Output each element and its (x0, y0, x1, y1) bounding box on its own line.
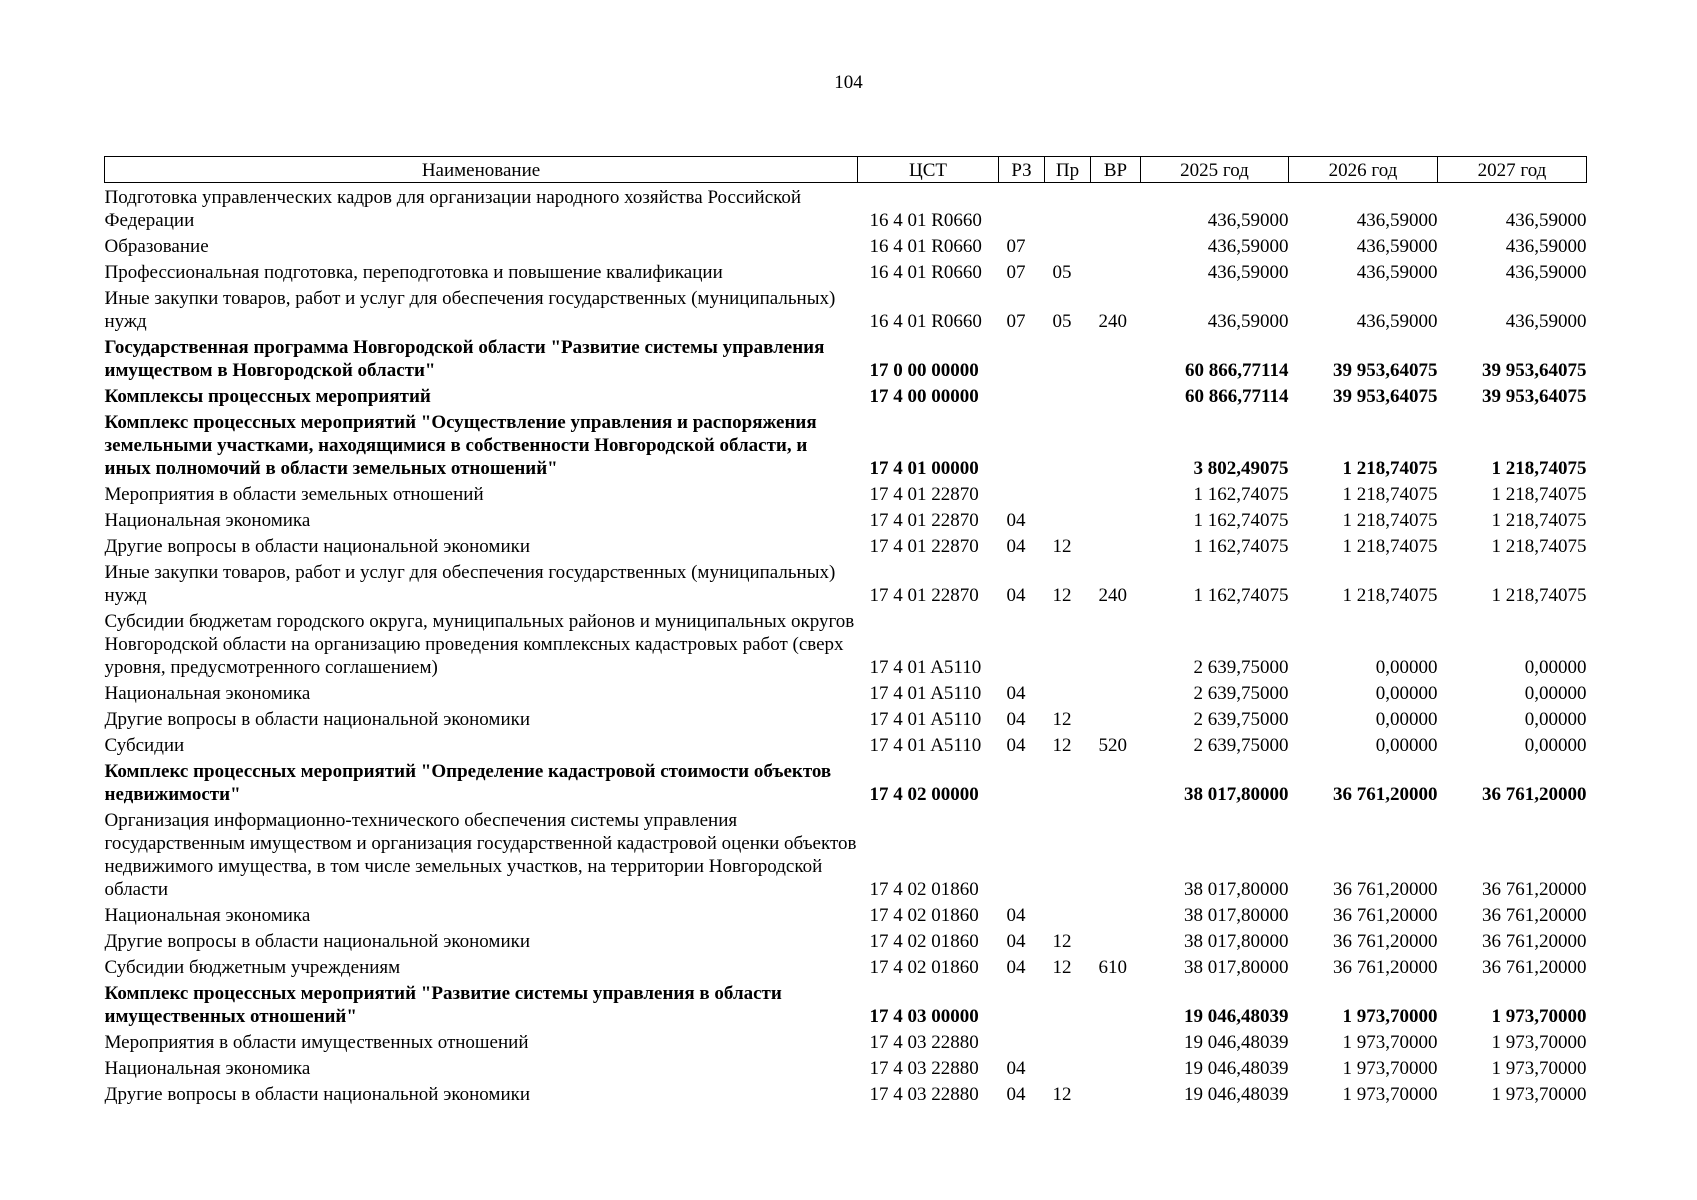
cell-rz: 04 (1006, 510, 1026, 531)
cell-name: Мероприятия в области имущественных отношений (104, 1032, 529, 1053)
page-number: 104 (834, 72, 863, 93)
cell-vr (1091, 757, 1141, 806)
cell-2025: 38 017,80000 (1184, 931, 1289, 952)
cell-cst: 16 4 01 R0660 (869, 236, 982, 257)
cell-vr: 240 (1098, 585, 1127, 606)
cell-2027: 1 218,74075 (1491, 458, 1587, 479)
cell-2027: 0,00000 (1524, 735, 1587, 756)
cell-2026: 1 218,74075 (1342, 458, 1438, 479)
cell-2025: 3 802,49075 (1193, 458, 1289, 479)
budget-table (104, 156, 1587, 1106)
cell-name: Национальная экономика (104, 683, 311, 704)
cell-cst: 16 4 01 R0660 (869, 262, 982, 283)
cell-vr (1091, 333, 1141, 382)
cell-2027: 1 973,70000 (1491, 1084, 1587, 1105)
cell-pr (1045, 757, 1091, 806)
cell-vr (1091, 532, 1141, 558)
cell-vr (1091, 705, 1141, 731)
cell-name: Профессиональная подготовка, переподготовка и повышение квалификации (104, 262, 723, 283)
cell-2026: 36 761,20000 (1333, 931, 1438, 952)
header-row (105, 157, 1587, 183)
cell-2025: 436,59000 (1207, 236, 1289, 257)
cell-2026: 39 953,64075 (1333, 360, 1438, 381)
cell-vr: 240 (1098, 311, 1127, 332)
table-row (105, 532, 1587, 558)
table-row (105, 927, 1587, 953)
cell-2025: 19 046,48039 (1184, 1058, 1289, 1079)
cell-rz: 04 (1006, 1084, 1026, 1105)
cell-vr: 610 (1098, 957, 1127, 978)
cell-cst: 17 4 01 00000 (869, 458, 979, 479)
table-row (105, 901, 1587, 927)
cell-cst: 17 4 03 22880 (869, 1058, 979, 1079)
cell-cst: 17 4 01 A5110 (869, 683, 982, 704)
cell-rz: 04 (1006, 931, 1026, 952)
cell-rz (999, 757, 1045, 806)
cell-vr (1091, 979, 1141, 1028)
cell-vr (1091, 901, 1141, 927)
cell-vr (1091, 382, 1141, 408)
cell-name: Мероприятия в области земельных отношений (104, 484, 484, 505)
table-row (105, 382, 1587, 408)
cell-cst: 17 0 00 00000 (869, 360, 979, 381)
cell-2027: 436,59000 (1505, 236, 1587, 257)
cell-pr (1045, 333, 1091, 382)
header-2026: 2026 год (1289, 157, 1438, 183)
table-row (105, 979, 1587, 1028)
cell-vr (1091, 480, 1141, 506)
cell-2025: 1 162,74075 (1193, 510, 1289, 531)
cell-name: Другие вопросы в области национальной экономики (104, 931, 531, 952)
cell-pr: 12 (1052, 735, 1072, 756)
cell-cst: 17 4 03 00000 (869, 1006, 979, 1027)
cell-cst: 17 4 02 01860 (869, 931, 979, 952)
table-row (105, 232, 1587, 258)
table-row (105, 705, 1587, 731)
cell-rz: 04 (1006, 683, 1026, 704)
cell-2025: 1 162,74075 (1193, 484, 1289, 505)
table-row (105, 1054, 1587, 1080)
table-row (105, 558, 1587, 607)
cell-name: Иные закупки товаров, работ и услуг для обеспечения государственных (муниципальных) нужд (104, 288, 836, 332)
cell-pr (1045, 979, 1091, 1028)
cell-name: Другие вопросы в области национальной экономики (104, 1084, 531, 1105)
cell-rz: 04 (1006, 709, 1026, 730)
cell-2026: 1 218,74075 (1342, 484, 1438, 505)
cell-vr (1091, 806, 1141, 901)
cell-2026: 1 218,74075 (1342, 510, 1438, 531)
header-name: Наименование (105, 157, 858, 183)
cell-pr: 12 (1052, 536, 1072, 557)
cell-name: Субсидии бюджетам городского округа, муниципальных районов и муниципальных округов Новгородской области на организацию проведения комплексных кадастровых работ (сверх уровня, предусмотренного соглашением) (104, 611, 855, 678)
cell-2025: 2 639,75000 (1193, 709, 1289, 730)
table-row (105, 1080, 1587, 1106)
cell-vr (1091, 506, 1141, 532)
cell-rz: 04 (1006, 957, 1026, 978)
cell-name: Национальная экономика (104, 905, 311, 926)
cell-name: Организация информационно-технического обеспечения системы управления государственным имуществом и организация государственной кадастровой оценки объектов недвижимого имущества, в том числе земельных участков, на территории Новгородской области (104, 810, 857, 900)
cell-2025: 38 017,80000 (1184, 784, 1289, 805)
cell-rz: 04 (1006, 735, 1026, 756)
cell-2027: 36 761,20000 (1482, 879, 1587, 900)
cell-pr (1045, 806, 1091, 901)
cell-2026: 436,59000 (1356, 210, 1438, 231)
table-header (105, 157, 1587, 183)
cell-2027: 0,00000 (1524, 709, 1587, 730)
table-row (105, 333, 1587, 382)
cell-rz: 07 (1006, 262, 1026, 283)
cell-rz: 04 (1006, 585, 1026, 606)
cell-name: Субсидии (104, 735, 185, 756)
table-row (105, 679, 1587, 705)
cell-2026: 1 973,70000 (1342, 1084, 1438, 1105)
cell-2027: 1 218,74075 (1491, 536, 1587, 557)
cell-2027: 1 218,74075 (1491, 510, 1587, 531)
cell-2025: 1 162,74075 (1193, 536, 1289, 557)
cell-pr (1045, 183, 1091, 233)
table-row (105, 408, 1587, 480)
header-vr: ВР (1091, 157, 1141, 183)
cell-vr (1091, 232, 1141, 258)
cell-pr (1045, 382, 1091, 408)
table-body (105, 183, 1587, 1107)
cell-name: Комплекс процессных мероприятий "Определение кадастровой стоимости объектов недвижимости" (104, 761, 832, 805)
cell-2027: 436,59000 (1505, 210, 1587, 231)
cell-name: Комплекс процессных мероприятий "Развитие системы управления в области имущественных отношений" (104, 983, 782, 1027)
cell-cst: 17 4 01 A5110 (869, 709, 982, 730)
cell-cst: 17 4 01 22870 (869, 585, 979, 606)
cell-vr: 520 (1098, 735, 1127, 756)
cell-2026: 1 218,74075 (1342, 585, 1438, 606)
cell-2026: 1 218,74075 (1342, 536, 1438, 557)
header-rz: РЗ (999, 157, 1045, 183)
table-row (105, 607, 1587, 679)
cell-cst: 16 4 01 R0660 (869, 210, 982, 231)
table-row (105, 506, 1587, 532)
cell-2026: 0,00000 (1375, 683, 1438, 704)
cell-2025: 38 017,80000 (1184, 879, 1289, 900)
cell-2027: 436,59000 (1505, 262, 1587, 283)
cell-name: Другие вопросы в области национальной экономики (104, 536, 531, 557)
header-pr: Пр (1045, 157, 1091, 183)
cell-name: Государственная программа Новгородской области "Развитие системы управления имуществом в Новгородской области" (104, 337, 825, 381)
table-row (105, 953, 1587, 979)
cell-2025: 2 639,75000 (1193, 735, 1289, 756)
cell-2027: 36 761,20000 (1482, 931, 1587, 952)
cell-2026: 0,00000 (1375, 709, 1438, 730)
cell-2026: 0,00000 (1375, 735, 1438, 756)
header-2025: 2025 год (1141, 157, 1289, 183)
cell-2026: 1 973,70000 (1342, 1058, 1438, 1079)
cell-rz (999, 382, 1045, 408)
cell-vr (1091, 1054, 1141, 1080)
cell-cst: 17 4 00 00000 (869, 386, 979, 407)
cell-name: Комплексы процессных мероприятий (104, 386, 431, 407)
cell-cst: 17 4 01 22870 (869, 536, 979, 557)
cell-2025: 436,59000 (1207, 311, 1289, 332)
cell-2027: 1 218,74075 (1491, 585, 1587, 606)
cell-2025: 2 639,75000 (1193, 657, 1289, 678)
cell-2026: 0,00000 (1375, 657, 1438, 678)
cell-2025: 38 017,80000 (1184, 905, 1289, 926)
cell-pr (1045, 506, 1091, 532)
cell-2027: 36 761,20000 (1482, 957, 1587, 978)
table-row (105, 806, 1587, 901)
cell-rz: 04 (1006, 1058, 1026, 1079)
cell-vr (1091, 679, 1141, 705)
cell-2025: 436,59000 (1207, 262, 1289, 283)
cell-cst: 17 4 01 A5110 (869, 735, 982, 756)
cell-2027: 1 218,74075 (1491, 484, 1587, 505)
cell-2026: 36 761,20000 (1333, 905, 1438, 926)
cell-2025: 38 017,80000 (1184, 957, 1289, 978)
header-2027: 2027 год (1438, 157, 1587, 183)
cell-pr: 05 (1052, 311, 1072, 332)
cell-2026: 36 761,20000 (1333, 957, 1438, 978)
table-row (105, 183, 1587, 233)
cell-pr (1045, 901, 1091, 927)
cell-vr (1091, 927, 1141, 953)
cell-vr (1091, 607, 1141, 679)
table-row (105, 1028, 1587, 1054)
cell-pr (1045, 232, 1091, 258)
cell-cst: 17 4 01 22870 (869, 484, 979, 505)
cell-2025: 60 866,77114 (1185, 386, 1289, 407)
cell-rz: 07 (1006, 236, 1026, 257)
cell-rz (999, 979, 1045, 1028)
cell-2027: 36 761,20000 (1482, 905, 1587, 926)
cell-2026: 436,59000 (1356, 311, 1438, 332)
cell-name: Субсидии бюджетным учреждениям (104, 957, 401, 978)
cell-rz (999, 480, 1045, 506)
table-row (105, 731, 1587, 757)
cell-vr (1091, 1080, 1141, 1106)
cell-2025: 19 046,48039 (1184, 1006, 1289, 1027)
cell-pr (1045, 1028, 1091, 1054)
cell-pr: 12 (1052, 957, 1072, 978)
cell-pr: 12 (1052, 931, 1072, 952)
cell-2027: 436,59000 (1505, 311, 1587, 332)
cell-vr (1091, 1028, 1141, 1054)
cell-2027: 39 953,64075 (1482, 386, 1587, 407)
cell-2025: 19 046,48039 (1184, 1084, 1289, 1105)
cell-cst: 17 4 02 00000 (869, 784, 979, 805)
cell-rz (999, 607, 1045, 679)
cell-rz (999, 333, 1045, 382)
cell-2027: 0,00000 (1524, 657, 1587, 678)
cell-cst: 17 4 03 22880 (869, 1032, 979, 1053)
cell-pr: 12 (1052, 709, 1072, 730)
cell-name: Другие вопросы в области национальной экономики (104, 709, 531, 730)
cell-cst: 17 4 02 01860 (869, 905, 979, 926)
cell-2027: 0,00000 (1524, 683, 1587, 704)
cell-2027: 1 973,70000 (1491, 1006, 1587, 1027)
cell-rz: 04 (1006, 536, 1026, 557)
cell-pr: 12 (1052, 1084, 1072, 1105)
cell-2027: 39 953,64075 (1482, 360, 1587, 381)
table-row (105, 258, 1587, 284)
cell-2026: 436,59000 (1356, 262, 1438, 283)
cell-pr (1045, 607, 1091, 679)
cell-2025: 2 639,75000 (1193, 683, 1289, 704)
cell-rz (999, 806, 1045, 901)
cell-name: Иные закупки товаров, работ и услуг для обеспечения государственных (муниципальных) нужд (104, 562, 836, 606)
cell-2025: 60 866,77114 (1185, 360, 1289, 381)
cell-name: Образование (104, 236, 209, 257)
cell-cst: 17 4 02 01860 (869, 957, 979, 978)
cell-vr (1091, 183, 1141, 233)
cell-2027: 1 973,70000 (1491, 1032, 1587, 1053)
cell-2026: 436,59000 (1356, 236, 1438, 257)
table-row (105, 757, 1587, 806)
cell-name: Национальная экономика (104, 1058, 311, 1079)
cell-pr (1045, 1054, 1091, 1080)
cell-vr (1091, 258, 1141, 284)
cell-cst: 17 4 01 A5110 (869, 657, 982, 678)
table-row (105, 284, 1587, 333)
cell-2025: 1 162,74075 (1193, 585, 1289, 606)
cell-pr (1045, 679, 1091, 705)
cell-2025: 19 046,48039 (1184, 1032, 1289, 1053)
cell-2026: 36 761,20000 (1333, 879, 1438, 900)
cell-2026: 1 973,70000 (1342, 1006, 1438, 1027)
cell-pr (1045, 480, 1091, 506)
cell-cst: 16 4 01 R0660 (869, 311, 982, 332)
cell-pr: 05 (1052, 262, 1072, 283)
cell-rz (999, 408, 1045, 480)
cell-cst: 17 4 02 01860 (869, 879, 979, 900)
cell-name: Национальная экономика (104, 510, 311, 531)
table-row (105, 480, 1587, 506)
cell-cst: 17 4 01 22870 (869, 510, 979, 531)
cell-2027: 1 973,70000 (1491, 1058, 1587, 1079)
cell-cst: 17 4 03 22880 (869, 1084, 979, 1105)
cell-2027: 36 761,20000 (1482, 784, 1587, 805)
cell-rz (999, 1028, 1045, 1054)
cell-2026: 1 973,70000 (1342, 1032, 1438, 1053)
cell-name: Подготовка управленческих кадров для организации народного хозяйства Российской Федерации (104, 187, 802, 231)
cell-rz (999, 183, 1045, 233)
header-cst: ЦСТ (858, 157, 999, 183)
cell-pr (1045, 408, 1091, 480)
cell-vr (1091, 408, 1141, 480)
cell-2026: 39 953,64075 (1333, 386, 1438, 407)
cell-rz: 04 (1006, 905, 1026, 926)
cell-rz: 07 (1006, 311, 1026, 332)
cell-pr: 12 (1052, 585, 1072, 606)
cell-2025: 436,59000 (1207, 210, 1289, 231)
cell-2026: 36 761,20000 (1333, 784, 1438, 805)
cell-name: Комплекс процессных мероприятий "Осуществление управления и распоряжения земельными участками, находящимися в собственности Новгородской области, и иных полномочий в области земельных отношений" (104, 412, 817, 479)
